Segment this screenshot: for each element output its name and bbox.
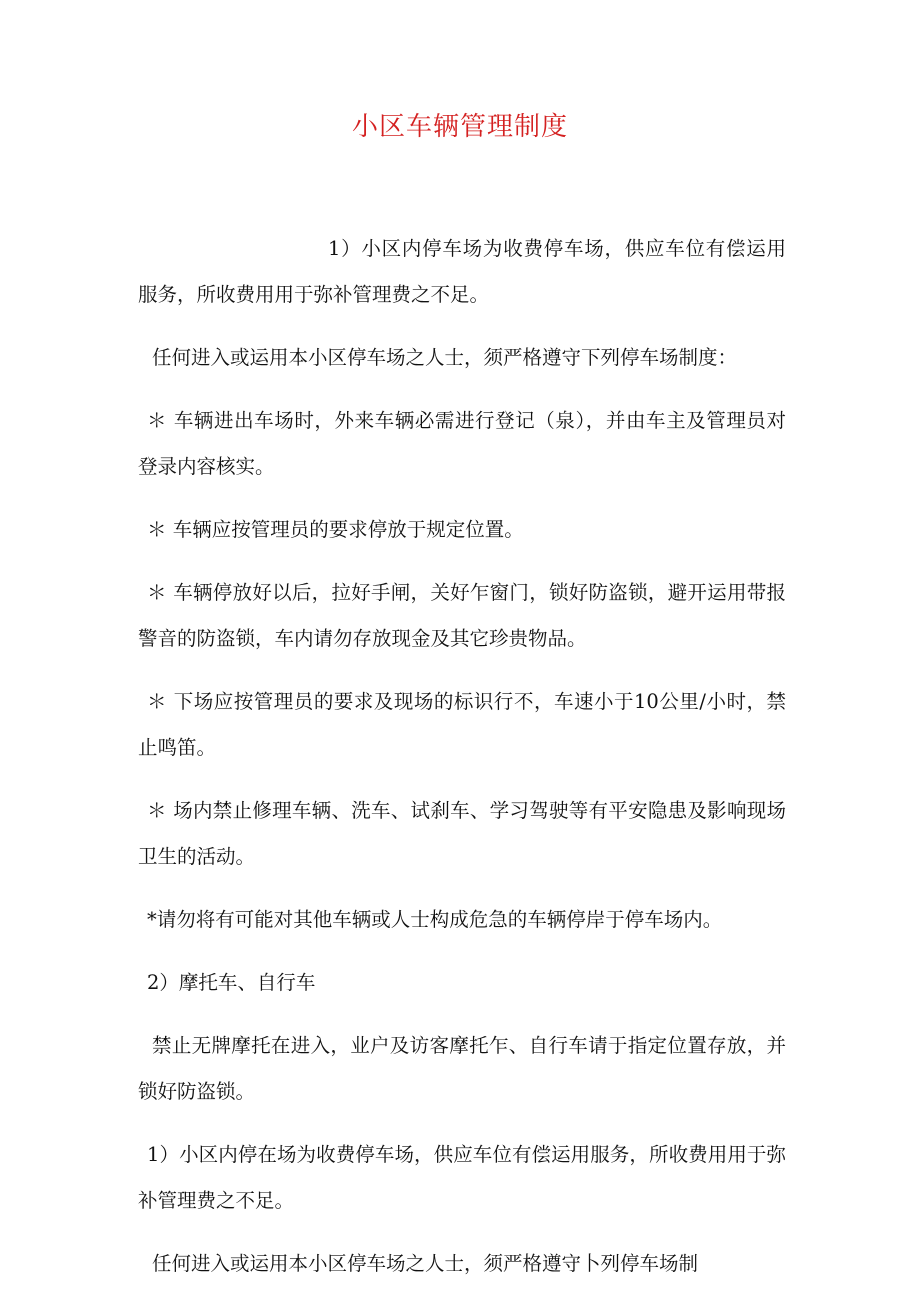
paragraph: 2）摩托车、自行车 bbox=[147, 971, 316, 994]
paragraph: ＊ 车辆应按管理员的要求停放于规定位置。 bbox=[147, 518, 524, 541]
document-body bbox=[138, 226, 786, 1304]
paragraph: 禁止无牌摩托在进入，业户及访客摩托乍、自行车请于指定位置存放，并锁好防盗锁。 bbox=[138, 1034, 786, 1103]
paragraph: *请勿将有可能对其他车辆或人士构成危急的车辆停岸于停车场内。 bbox=[147, 908, 723, 931]
document-title: 小区车辆管理制度 bbox=[351, 112, 568, 142]
paragraph: 1）小区内停车场为收费停车场，供应车位有偿运用服务，所收费用用于弥补管理费之不足。 bbox=[138, 237, 786, 306]
paragraph: ＊ 下场应按管理员的要求及现场的标识行不，车速小于10公里/小时，禁止鸣笛。 bbox=[138, 690, 786, 759]
paragraph: ＊ 场内禁止修理车辆、洗车、试刹车、学习驾驶等有平安隐患及影响现场卫生的活动。 bbox=[138, 799, 786, 868]
paragraph: ＊ 车辆停放好以后，拉好手闸，关好乍窗门，锁好防盗锁，避开运用带报警音的防盗锁，车内请勿存放现金及其它珍贵物品。 bbox=[138, 581, 786, 650]
paragraph: ＊ 车辆进出车场时，外来车辆必需进行登记（泉），并由车主及管理员对登录内容核实。 bbox=[138, 409, 786, 478]
paragraph: 任何进入或运用本小区停车场之人士，须严格遵守下列停车场制度： bbox=[152, 346, 738, 369]
paragraph: 任何进入或运用本小区停车场之人士，须严格遵守卜列停车场制 bbox=[152, 1252, 699, 1275]
paragraph: 1）小区内停在场为收费停车场，供应车位有偿运用服务，所收费用用于弥补管理费之不足。 bbox=[138, 1143, 786, 1212]
